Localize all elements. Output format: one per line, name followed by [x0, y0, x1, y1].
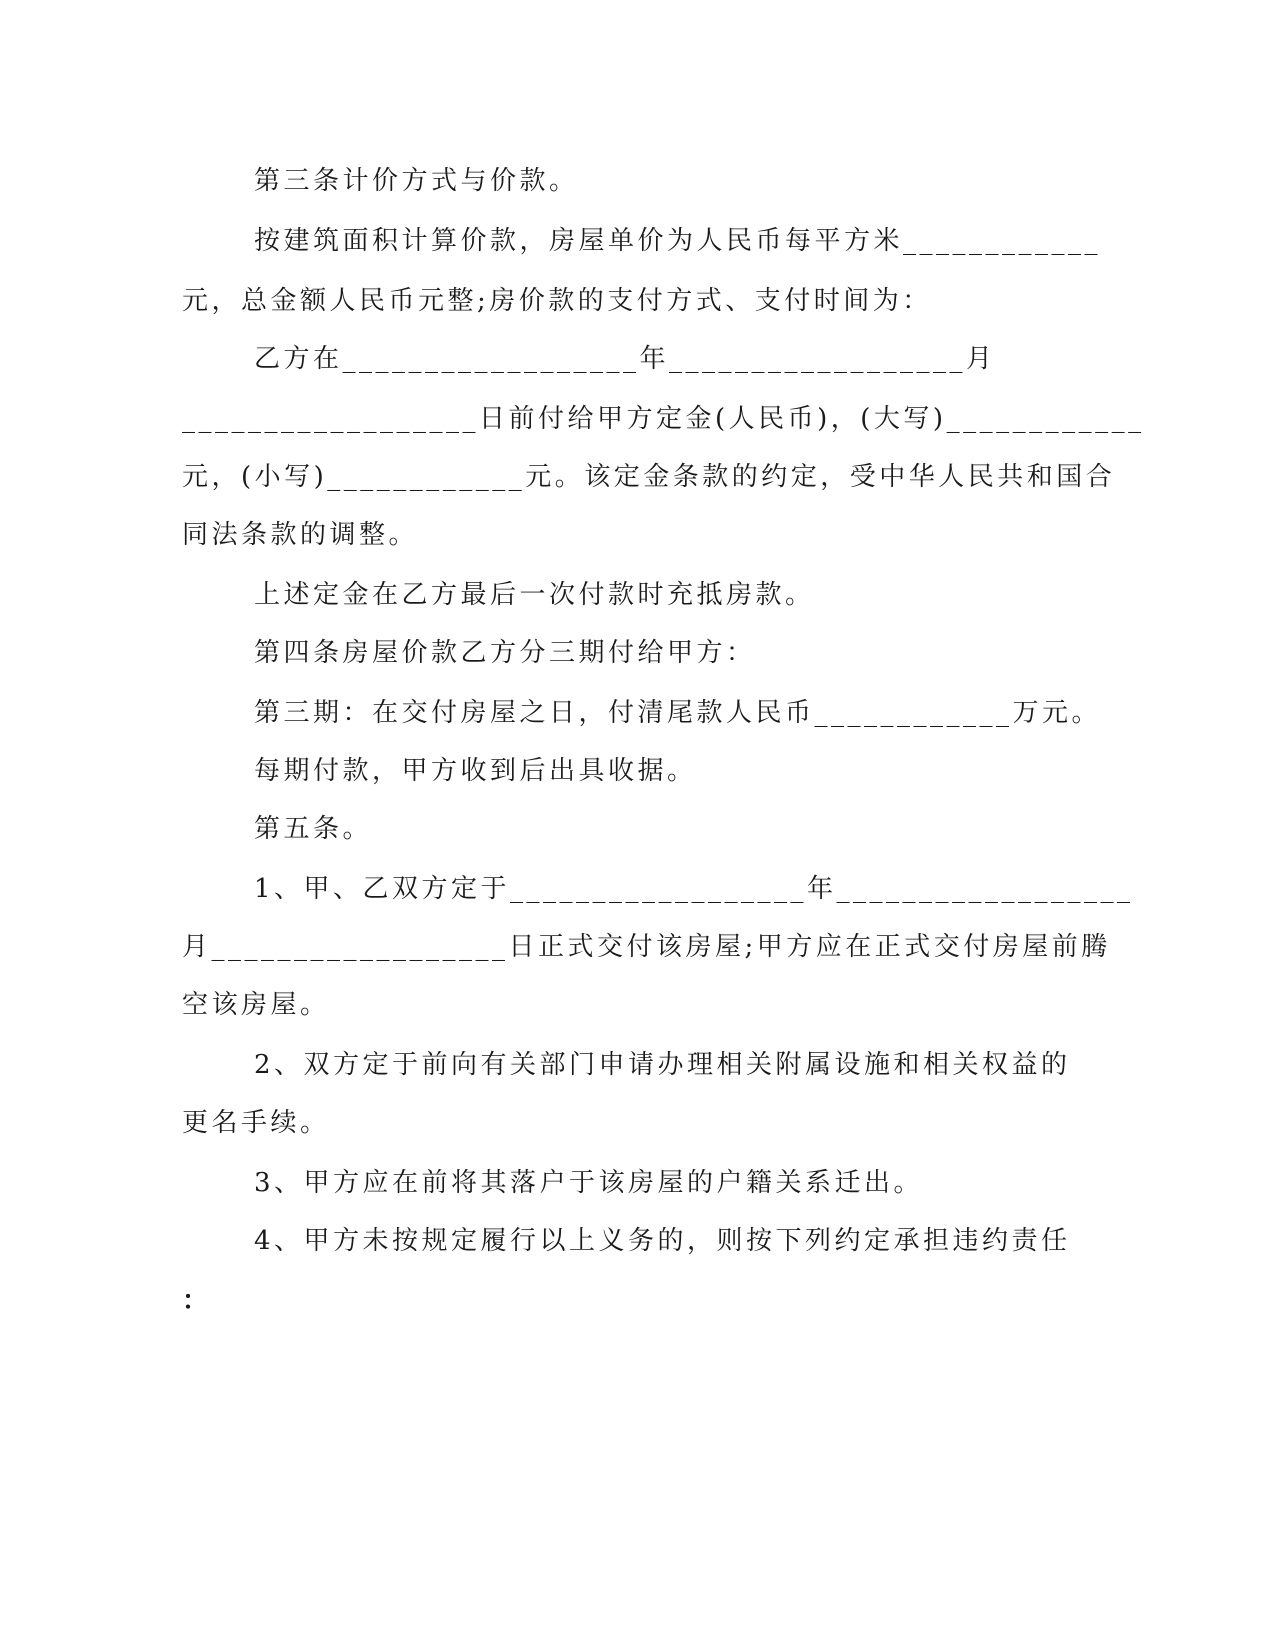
article-3-heading: 第三条计价方式与价款。 [254, 166, 579, 196]
paragraph-line: 第三期：在交付房屋之日，付清尾款人民币____________万元。 [254, 698, 1102, 728]
paragraph-line: 1、甲、乙双方定于__________________年__________________ [254, 874, 1134, 904]
paragraph-line: 同法条款的调整。 [182, 520, 419, 550]
paragraph-line: 4、甲方未按规定履行以上义务的，则按下列约定承担违约责任 [254, 1226, 1071, 1256]
paragraph-line: 2、双方定于前向有关部门申请办理相关附属设施和相关权益的 [254, 1050, 1071, 1080]
paragraph-line: __________________日前付给甲方定金(人民币)，(大写)____________ [182, 404, 1145, 434]
paragraph-line: 元，(小写)____________元。该定金条款的约定，受中华人民共和国合 [182, 462, 1116, 492]
paragraph-line: ： [182, 1286, 212, 1316]
paragraph-line: 3、甲方应在前将其落户于该房屋的户籍关系迁出。 [254, 1168, 924, 1198]
paragraph-line: 每期付款，甲方收到后出具收据。 [254, 756, 697, 786]
paragraph-line: 乙方在__________________年__________________月 [254, 344, 996, 374]
paragraph-line: 月__________________日正式交付该房屋;甲方应在正式交付房屋前腾 [182, 932, 1111, 962]
paragraph-line: 空该房屋。 [182, 990, 330, 1020]
article-5-heading: 第五条。 [254, 814, 373, 844]
article-4-heading: 第四条房屋价款乙方分三期付给甲方： [254, 638, 756, 668]
paragraph-line: 元，总金额人民币元整;房价款的支付方式、支付时间为： [182, 286, 932, 316]
paragraph-line: 更名手续。 [182, 1108, 330, 1138]
paragraph-line: 上述定金在乙方最后一次付款时充抵房款。 [254, 580, 815, 610]
paragraph-line: 按建筑面积计算价款，房屋单价为人民币每平方米____________ [254, 226, 1102, 256]
